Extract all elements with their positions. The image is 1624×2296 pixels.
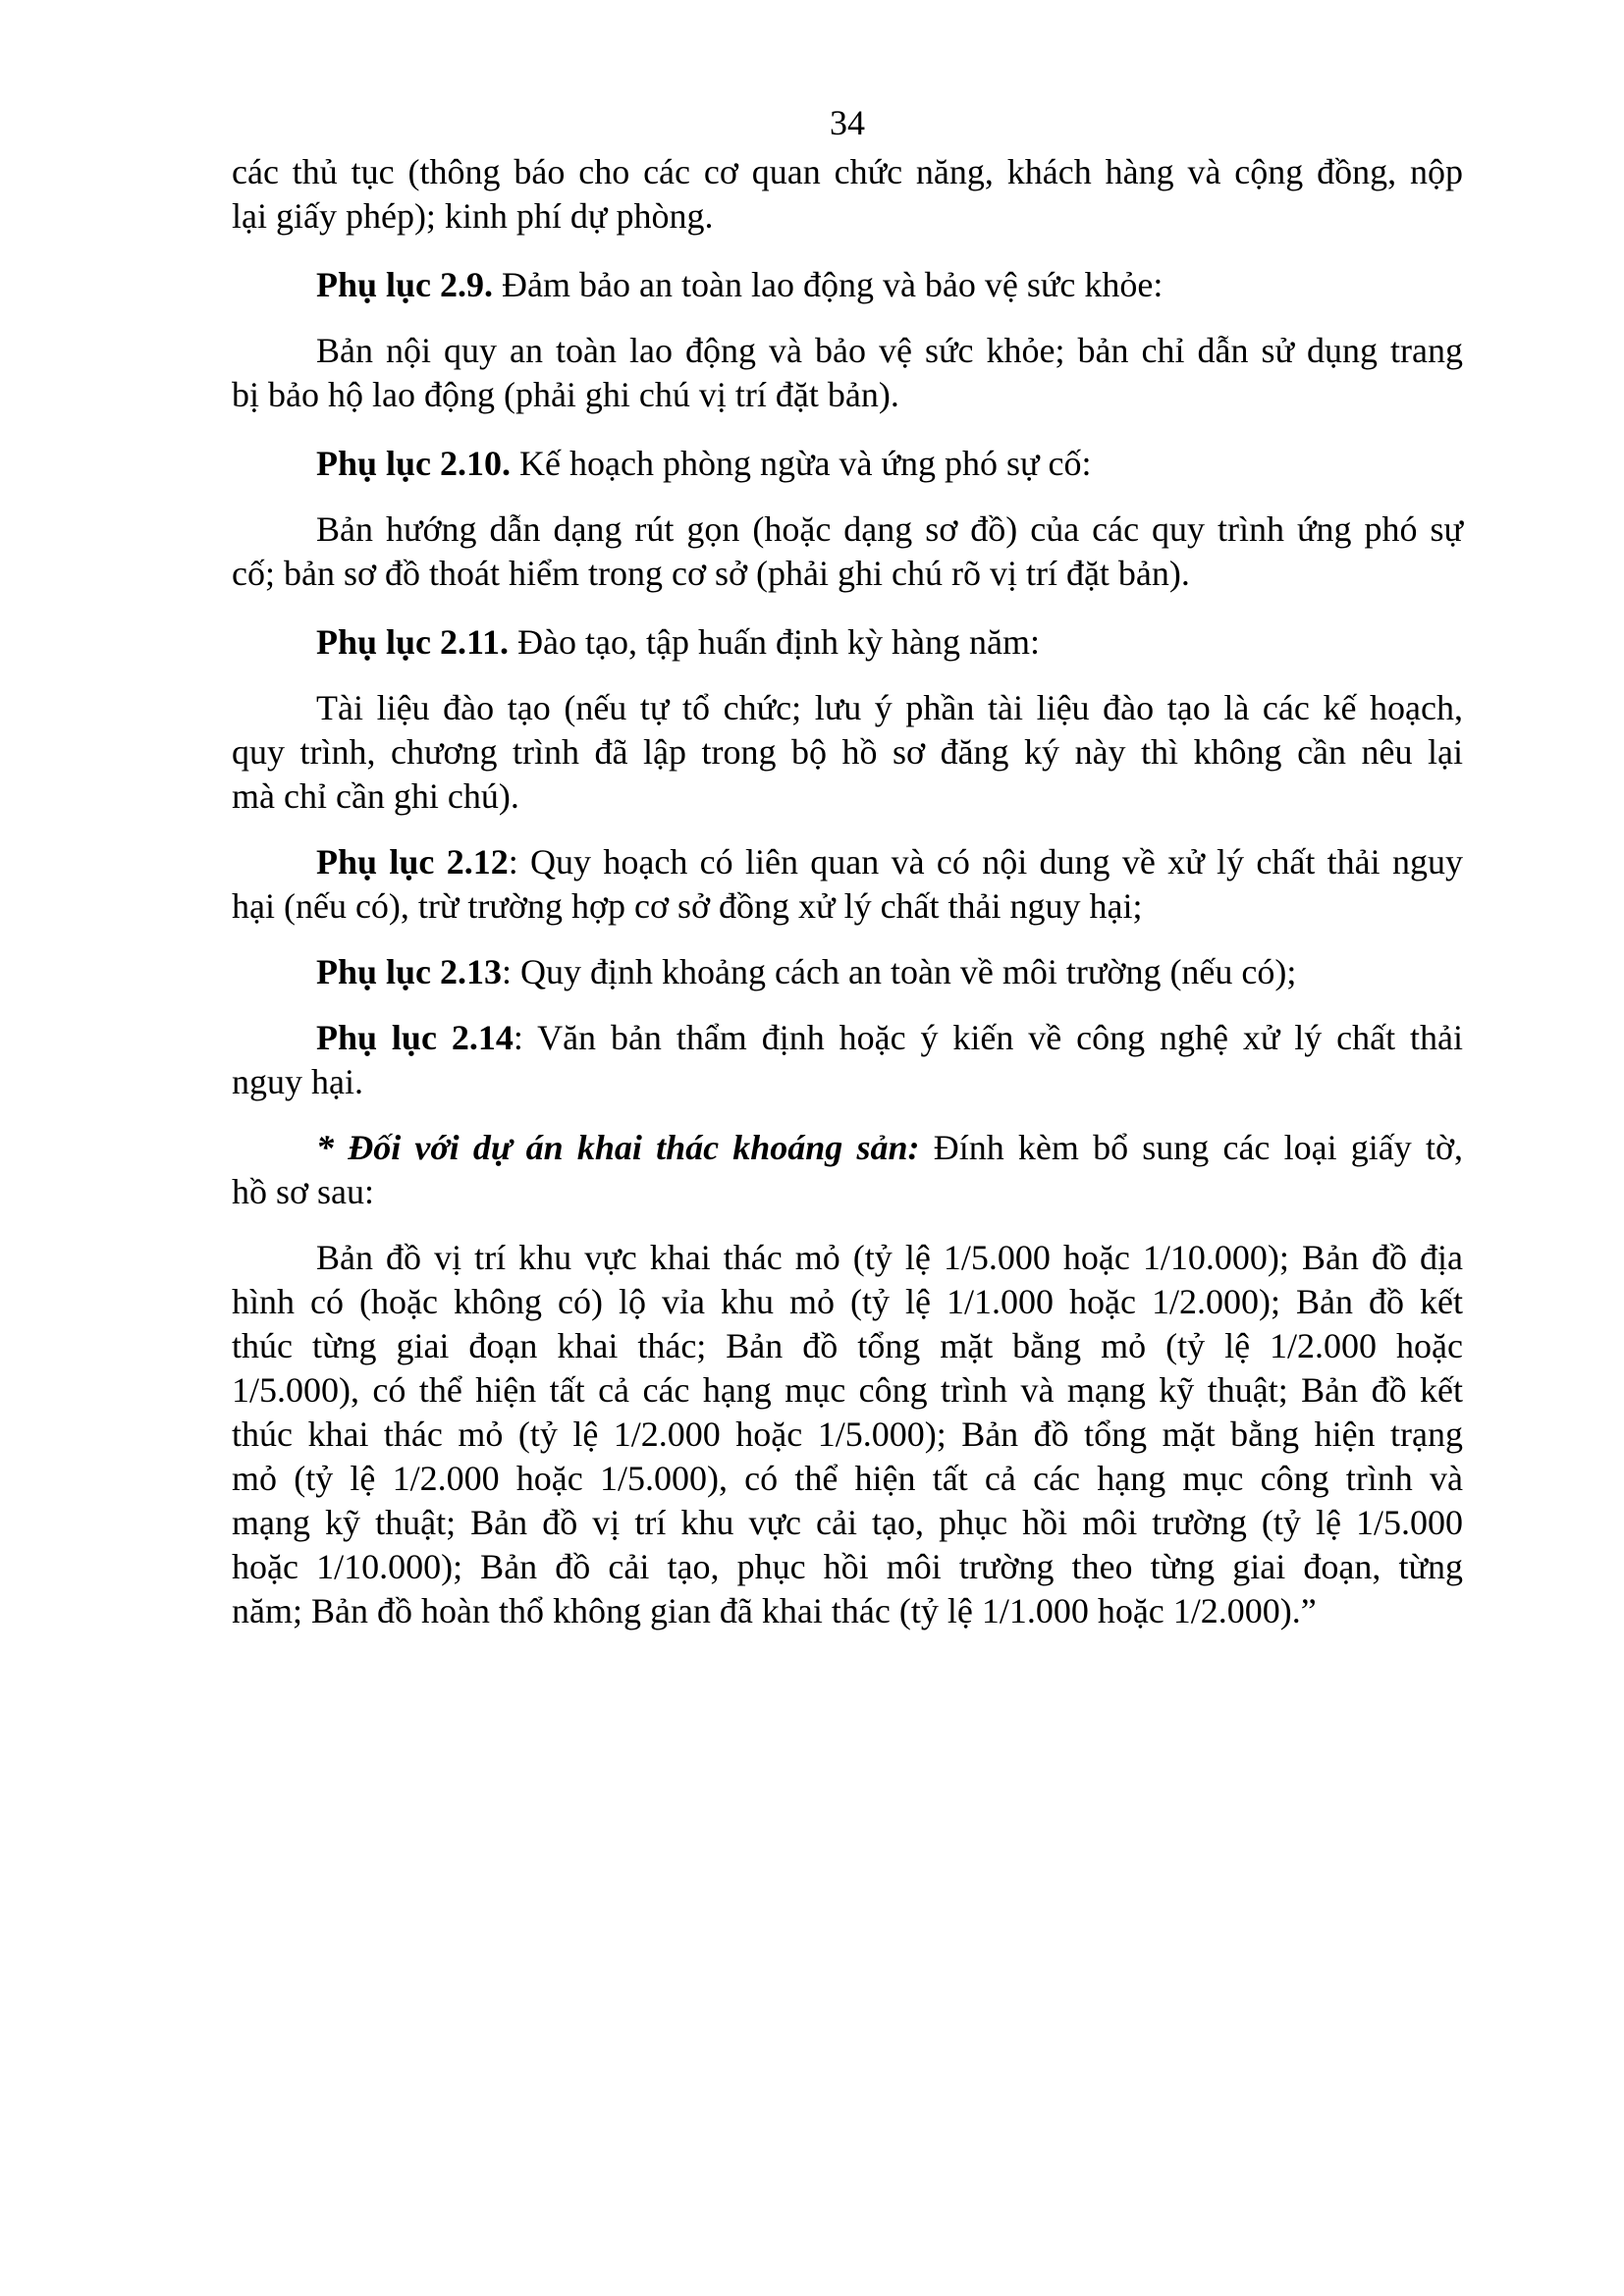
text-run: hoặc 1/10.000); Bản đồ cải tạo, phục hồi môi trường theo từng giai đoạn, từng [232, 1547, 1463, 1586]
text-run: 1/5.000), có thể hiện tất cả các hạng mục công trình và mạng kỹ thuật; Bản đồ kết [232, 1370, 1463, 1410]
heading-appendix-2-10 [232, 442, 1463, 486]
text-run: Tài liệu đào tạo (nếu tự tổ chức; lưu ý phần tài liệu đào tạo là các kế hoạch, [316, 688, 1463, 727]
text-run: các thủ tục (thông báo cho các cơ quan chức năng, khách hàng và cộng đồng, nộp [232, 152, 1463, 191]
text-line [232, 1457, 1463, 1501]
text-line [232, 507, 1463, 552]
text-run: Phụ lục 2.12 [316, 842, 509, 881]
text-line [232, 686, 1463, 730]
text-run: : Văn bản thẩm định hoặc ý kiến về công nghệ xử lý chất thải [513, 1018, 1463, 1057]
text-run: Bản đồ vị trí khu vực khai thác mỏ (tỷ lệ 1/5.000 hoặc 1/10.000); Bản đồ địa [316, 1238, 1463, 1277]
text-line [232, 1016, 1463, 1060]
text-line [232, 329, 1463, 373]
text-run: * Đối với dự án khai thác khoáng sản: [316, 1128, 920, 1167]
text-line [232, 620, 1463, 665]
text-line [232, 1368, 1463, 1413]
text-line [232, 1280, 1463, 1324]
text-line [232, 150, 1463, 194]
text-run: thúc từng giai đoạn khai thác; Bản đồ tổng mặt bằng mỏ (tỷ lệ 1/2.000 hoặc [232, 1326, 1463, 1365]
document-body [232, 0, 1463, 1633]
text-run: : Quy định khoảng cách an toàn về môi trường (nếu có); [502, 952, 1297, 991]
text-run: nguy hại. [232, 1062, 363, 1101]
text-run: hồ sơ sau: [232, 1172, 375, 1211]
text-line [232, 1589, 1463, 1633]
text-run: thúc khai thác mỏ (tỷ lệ 1/2.000 hoặc 1/5.000); Bản đồ tổng mặt bằng hiện trạng [232, 1415, 1463, 1454]
text-run: cố; bản sơ đồ thoát hiểm trong cơ sở (phải ghi chú rõ vị trí đặt bản). [232, 554, 1190, 593]
text-run: Bản hướng dẫn dạng rút gọn (hoặc dạng sơ đồ) của các quy trình ứng phó sự [316, 509, 1463, 549]
text-run: Phụ lục 2.14 [316, 1018, 514, 1057]
text-line [232, 442, 1463, 486]
text-run: mà chỉ cần ghi chú). [232, 776, 519, 816]
text-run: Đính kèm bổ sung các loại giấy tờ, [919, 1128, 1463, 1167]
heading-appendix-2-11 [232, 620, 1463, 665]
text-run: Kế hoạch phòng ngừa và ứng phó sự cố: [511, 444, 1092, 483]
text-run: lại giấy phép); kinh phí dự phòng. [232, 196, 714, 236]
text-run: hại (nếu có), trừ trường hợp cơ sở đồng xử lý chất thải nguy hại; [232, 886, 1143, 926]
text-line [232, 950, 1463, 994]
text-run: mạng kỹ thuật; Bản đồ vị trí khu vực cải tạo, phục hồi môi trường (tỷ lệ 1/5.000 [232, 1503, 1463, 1542]
text-run: mỏ (tỷ lệ 1/2.000 hoặc 1/5.000), có thể hiện tất cả các hạng mục công trình và [232, 1459, 1463, 1498]
text-line [232, 884, 1463, 929]
text-run: hình có (hoặc không có) lộ vỉa khu mỏ (tỷ lệ 1/1.000 hoặc 1/2.000); Bản đồ kết [232, 1282, 1463, 1321]
heading-appendix-2-9 [232, 263, 1463, 307]
text-line [232, 840, 1463, 884]
text-line [232, 774, 1463, 819]
text-line [232, 263, 1463, 307]
text-line [232, 1236, 1463, 1280]
text-run: năm; Bản đồ hoàn thổ không gian đã khai thác (tỷ lệ 1/1.000 hoặc 1/2.000).” [232, 1591, 1317, 1630]
text-line [232, 1413, 1463, 1457]
text-line [232, 730, 1463, 774]
text-run: Đào tạo, tập huấn định kỳ hàng năm: [509, 622, 1040, 662]
text-line [232, 552, 1463, 596]
text-run: Đảm bảo an toàn lao động và bảo vệ sức khỏe: [493, 265, 1164, 304]
paragraph-mining-note [232, 1126, 1463, 1214]
text-run: Phụ lục 2.11. [316, 622, 510, 662]
paragraph-mining-maps [232, 1236, 1463, 1633]
page-number: 34 [830, 103, 865, 142]
paragraph-appendix-2-13 [232, 950, 1463, 994]
text-run: bị bảo hộ lao động (phải ghi chú vị trí đặt bản). [232, 375, 899, 414]
paragraph-appendix-2-10 [232, 507, 1463, 596]
paragraph-appendix-2-14 [232, 1016, 1463, 1104]
text-run: quy trình, chương trình đã lập trong bộ hồ sơ đăng ký này thì không cần nêu lại [232, 732, 1463, 772]
text-line [232, 1060, 1463, 1104]
text-line [232, 194, 1463, 239]
text-run: : Quy hoạch có liên quan và có nội dung về xử lý chất thải nguy [508, 842, 1463, 881]
paragraph-appendix-2-12 [232, 840, 1463, 929]
text-run: Phụ lục 2.10. [316, 444, 512, 483]
text-run: Phụ lục 2.13 [316, 952, 503, 991]
text-line [232, 1324, 1463, 1368]
text-line [232, 1170, 1463, 1214]
text-line [232, 1126, 1463, 1170]
text-line [232, 373, 1463, 417]
paragraph-appendix-2-11 [232, 686, 1463, 819]
paragraph-appendix-2-9 [232, 329, 1463, 417]
text-line [232, 1545, 1463, 1589]
text-run: Bản nội quy an toàn lao động và bảo vệ sức khỏe; bản chỉ dẫn sử dụng trang [316, 331, 1463, 370]
paragraph-continuation [232, 150, 1463, 239]
text-line [232, 1501, 1463, 1545]
text-run: Phụ lục 2.9. [316, 265, 494, 304]
